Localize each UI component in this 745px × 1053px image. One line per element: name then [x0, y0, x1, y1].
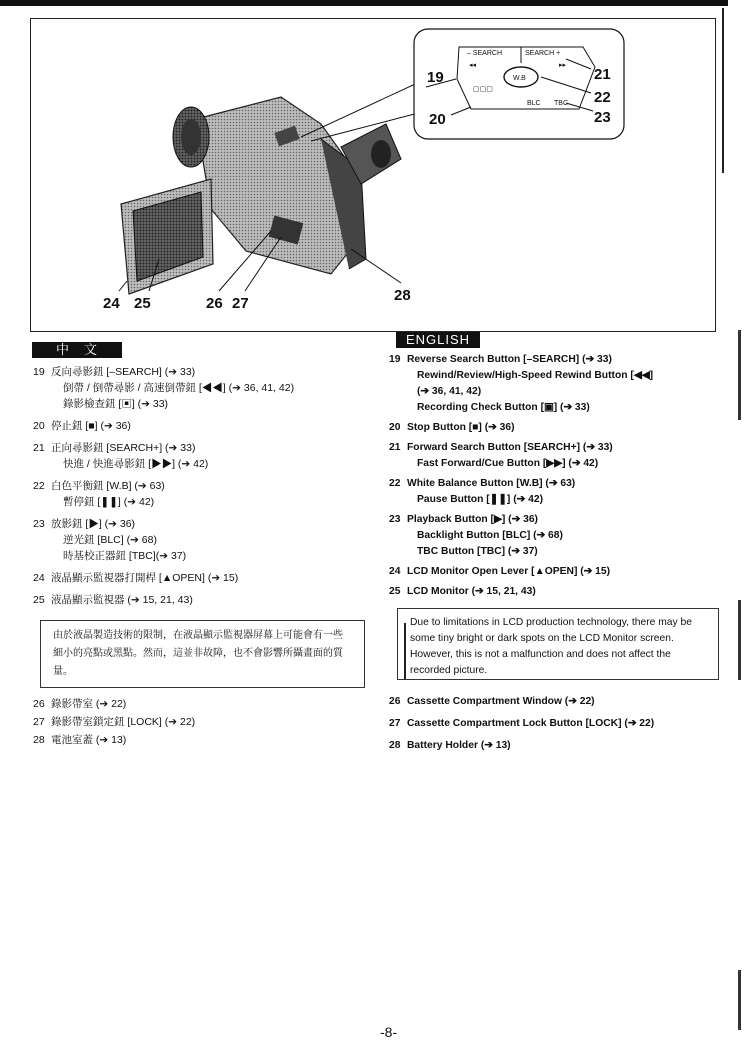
list-item: [389, 564, 719, 580]
item-text: Reverse Search Button [–SEARCH] (➔ 33): [407, 354, 612, 365]
item-text: Playback Button [▶] (➔ 36): [407, 514, 538, 525]
item-text: Battery Holder (➔ 13): [407, 740, 511, 751]
item-text: 白色平衡鈕 [W.B] (➔ 63): [51, 480, 165, 492]
top-rule: [0, 0, 728, 6]
item-text: (➔ 36, 41, 42): [417, 386, 482, 397]
item-text: LCD Monitor (➔ 15, 21, 43): [407, 586, 536, 597]
item-number: 22: [389, 478, 401, 489]
note-left-tick: [404, 623, 406, 679]
item-text: 液晶顯示監視器 (➔ 15, 21, 43): [51, 594, 193, 606]
item-text: 正向尋影鈕 [SEARCH+] (➔ 33): [51, 442, 196, 454]
list-item: [389, 584, 719, 600]
list-item: [33, 714, 363, 730]
item-text: 錄影帶室 (➔ 22): [51, 698, 127, 710]
item-number: 24: [389, 566, 401, 577]
list-item: [33, 732, 363, 748]
chinese-lcd-note-text: 由於液晶製造技術的限制，在液晶顯示監視器屏幕上可能會有一些細小的亮點或黑點。然而，這並非故障，也不會影響所攝畫面的質量。: [53, 630, 343, 677]
list-item: [33, 570, 363, 586]
panel-search-minus-label: – SEARCH: [467, 50, 503, 57]
list-item: [33, 364, 363, 412]
item-text: 液晶顯示監視器打開桿 [▲OPEN] (➔ 15): [51, 572, 239, 584]
callout-22: 22: [594, 89, 611, 106]
english-lcd-note: [397, 608, 719, 680]
callout-25: 25: [134, 295, 151, 312]
callout-19: 19: [427, 69, 444, 86]
right-margin-rule: [722, 8, 724, 173]
item-text: Recording Check Button [▣] (➔ 33): [417, 402, 590, 413]
chinese-lcd-note: [40, 620, 365, 688]
list-item: [33, 696, 363, 712]
scan-edge-mark: [738, 330, 741, 420]
camcorder-illustration: [31, 19, 717, 333]
page-number: -8-: [380, 1024, 398, 1040]
item-number: 28: [389, 740, 401, 751]
callout-20: 20: [429, 111, 446, 128]
item-text: 錄影帶室鎖定鈕 [LOCK] (➔ 22): [51, 716, 196, 728]
english-section-header: ENGLISH: [396, 332, 480, 348]
panel-blc-label: BLC: [527, 100, 541, 107]
item-number: 28: [33, 734, 45, 746]
list-item: [389, 476, 719, 508]
item-number: 20: [33, 420, 45, 432]
list-item: [389, 738, 719, 754]
english-lcd-note-text: Due to limitations in LCD production technology, there may be some tiny bright or dark spots on the LCD Monitor screen. However, this is not a malfunction and does not affect the recorded picture.: [410, 617, 692, 676]
item-text: Cassette Compartment Window (➔ 22): [407, 696, 595, 707]
list-item: [33, 592, 363, 608]
item-text: Fast Forward/Cue Button [▶▶] (➔ 42): [417, 458, 599, 469]
english-item-list-2: [389, 694, 719, 760]
item-text: 逆光鈕 [BLC] (➔ 68): [63, 534, 157, 546]
item-text: 快進 / 快進尋影鈕 [▶▶] (➔ 42): [63, 458, 209, 470]
list-item: [33, 478, 363, 510]
panel-ff-label: ▸▸: [559, 62, 567, 69]
item-number: 19: [389, 354, 401, 365]
item-number: 24: [33, 572, 45, 584]
english-item-list: [389, 352, 719, 604]
item-number: 27: [389, 718, 401, 729]
scan-edge-mark: [738, 600, 741, 680]
item-number: 21: [389, 442, 401, 453]
panel-rec-label: ▢▢▢: [473, 86, 493, 93]
list-item: [33, 440, 363, 472]
item-number: 26: [33, 698, 45, 710]
item-text: 反向尋影鈕 [–SEARCH] (➔ 33): [51, 366, 196, 378]
callout-27: 27: [232, 295, 249, 312]
item-text: 停止鈕 [■] (➔ 36): [51, 420, 131, 432]
camcorder-figure: [30, 18, 716, 332]
list-item: [389, 512, 719, 560]
item-number: 26: [389, 696, 401, 707]
item-text: 電池室蓋 (➔ 13): [51, 734, 127, 746]
item-text: Rewind/Review/High-Speed Rewind Button [◀◀]: [417, 370, 654, 381]
chinese-item-list: [33, 364, 363, 614]
item-text: Forward Search Button [SEARCH+] (➔ 33): [407, 442, 613, 453]
list-item: [389, 694, 719, 710]
item-number: 25: [389, 586, 401, 597]
callout-28: 28: [394, 287, 411, 304]
scan-edge-mark: [738, 970, 741, 1030]
item-text: Stop Button [■] (➔ 36): [407, 422, 515, 433]
item-text: Pause Button [❚❚] (➔ 42): [417, 494, 543, 505]
callout-21: 21: [594, 66, 611, 83]
panel-search-plus-label: SEARCH +: [525, 50, 561, 57]
list-item: [33, 516, 363, 564]
item-number: 21: [33, 442, 45, 454]
item-text: 倒帶 / 倒帶尋影 / 高速倒帶鈕 [◀◀] (➔ 36, 41, 42): [63, 382, 295, 394]
item-text: 放影鈕 [▶] (➔ 36): [51, 518, 136, 530]
panel-tbc-label: TBC: [554, 100, 568, 107]
callout-26: 26: [206, 295, 223, 312]
item-number: 23: [33, 518, 45, 530]
item-number: 23: [389, 514, 401, 525]
item-text: Cassette Compartment Lock Button [LOCK] (➔ 22): [407, 718, 655, 729]
item-text: White Balance Button [W.B] (➔ 63): [407, 478, 576, 489]
list-item: [389, 352, 719, 416]
callout-24: 24: [103, 295, 120, 312]
item-text: TBC Button [TBC] (➔ 37): [417, 546, 538, 557]
list-item: [389, 716, 719, 732]
chinese-item-list-2: [33, 696, 363, 750]
item-number: 20: [389, 422, 401, 433]
list-item: [389, 440, 719, 472]
item-text: LCD Monitor Open Lever [▲OPEN] (➔ 15): [407, 566, 611, 577]
list-item: [389, 420, 719, 436]
item-text: 錄影檢查鈕 [▣] (➔ 33): [63, 398, 169, 410]
item-number: 22: [33, 480, 45, 492]
item-number: 27: [33, 716, 45, 728]
callout-23: 23: [594, 109, 611, 126]
item-text: 暫停鈕 [❚❚] (➔ 42): [63, 496, 155, 508]
panel-wb-label: W.B: [513, 75, 526, 82]
chinese-section-header: 中 文: [32, 342, 122, 358]
lcd-monitor-panel: [121, 179, 213, 294]
list-item: [33, 418, 363, 434]
panel-rew-label: ◂◂: [469, 62, 477, 69]
item-number: 25: [33, 594, 45, 606]
item-text: Backlight Button [BLC] (➔ 68): [417, 530, 563, 541]
item-text: 時基校正器鈕 [TBC](➔ 37): [63, 550, 187, 562]
item-number: 19: [33, 366, 45, 378]
